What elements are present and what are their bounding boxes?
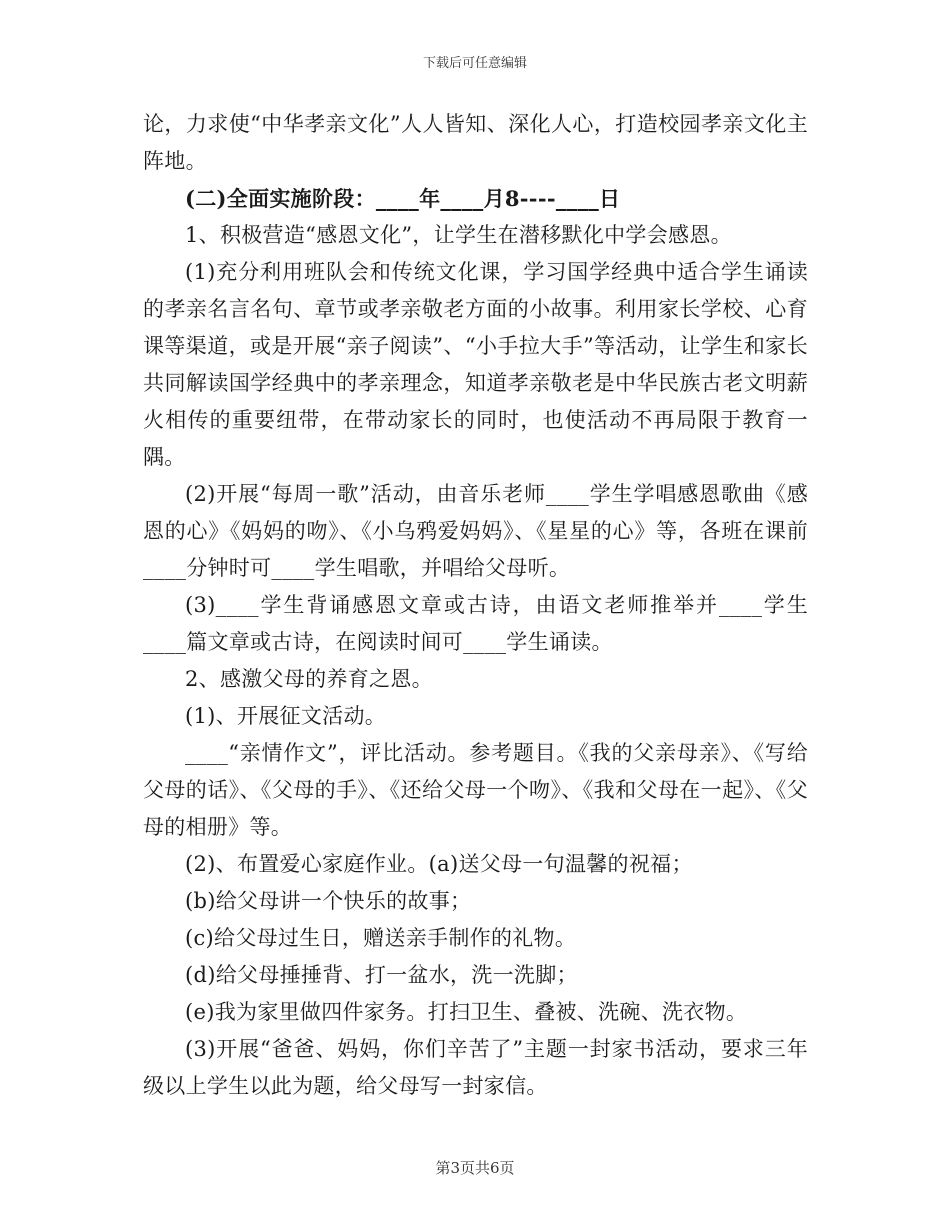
paragraph: ____“亲情作文”，评比活动。参考题目。《我的父亲母亲》、《写给父母的话》、《父母的手》、《还给父母一个吻》、《我和父母在一起》、《父母的相册》等。 — [143, 741, 808, 839]
paragraph: 论，力求使“中华孝亲文化”人人皆知、深化人心，打造校园孝亲文化主阵地。 — [143, 112, 808, 173]
paragraph: (2)、布置爱心家庭作业。(a)送父母一句温馨的祝福； — [185, 852, 693, 876]
paragraph: (1)充分利用班队会和传统文化课，学习国学经典中适合学生诵读的孝亲名言名句、章节或孝亲敬老方面的小故事。利用家长学校、心育课等渠道，或是开展“亲子阅读”、“小手拉大手”等活动，让学生和家长共同解读国学经典中的孝亲理念，知道孝亲敬老是中华民族古老文明薪火相传的重要纽带，在带动家长的同时，也使活动不再局限于教育一隅。 — [143, 260, 808, 469]
paragraph: (3)____学生背诵感恩文章或古诗，由语文老师推举并____学生____篇文章或古诗，在阅读时间可____学生诵读。 — [143, 593, 808, 654]
paragraph: 2、感激父母的养育之恩。 — [185, 667, 433, 691]
paragraph: (d)给父母捶捶背、打一盆水，洗一洗脚； — [185, 963, 578, 987]
paragraph: (二)全面实施阶段：____年____月8----____日 — [185, 186, 621, 211]
page-footer: 第3页共6页 — [435, 1159, 515, 1177]
paragraph: (b)给父母讲一个快乐的故事； — [185, 889, 472, 913]
paragraph: (3)开展“爸爸、妈妈，你们辛苦了”主题一封家书活动，要求三年级以上学生以此为题，给父母写一封家信。 — [143, 1037, 808, 1098]
document-body — [143, 106, 808, 1105]
paragraph: (c)给父母过生日，赠送亲手制作的礼物。 — [185, 926, 577, 950]
paragraph: 1、积极营造“感恩文化”，让学生在潜移默化中学会感恩。 — [185, 223, 732, 247]
paragraph: (1)、开展征文活动。 — [185, 704, 387, 728]
paragraph: (e)我为家里做四件家务。打扫卫生、叠被、洗碗、洗衣物。 — [185, 1000, 748, 1024]
page-header: 下载后可任意编辑 — [422, 56, 527, 71]
paragraph: (2)开展“每周一歌”活动，由音乐老师____学生学唱感恩歌曲《感恩的心》《妈妈的吻》、《小乌鸦爱妈妈》、《星星的心》等，各班在课前____分钟时可____学生唱歌，并唱给父母听。 — [143, 482, 808, 580]
